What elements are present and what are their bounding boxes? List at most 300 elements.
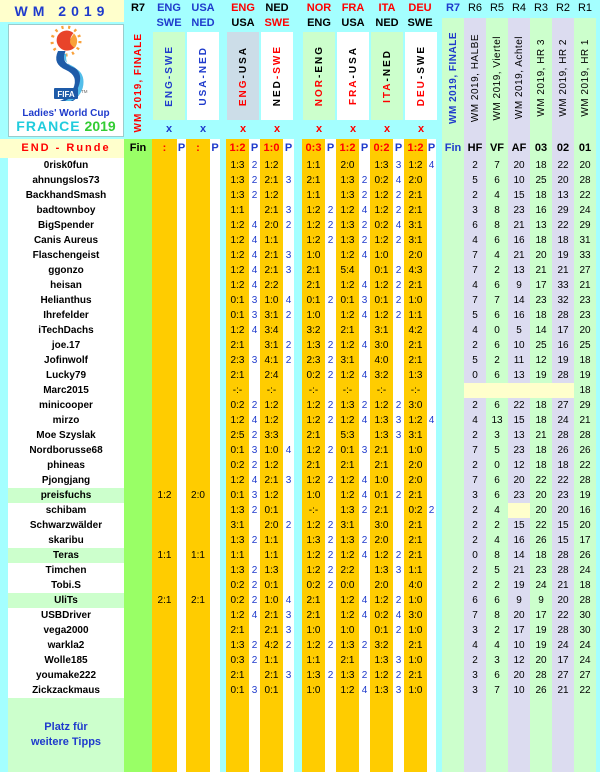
tip-cell: 1:3 xyxy=(230,640,245,651)
player-name: Zickzackmaus xyxy=(32,685,100,696)
tip-cell: 1:2 xyxy=(306,550,321,561)
player-row xyxy=(8,158,600,173)
tip-cell xyxy=(152,578,177,593)
round-points-cell: 20 xyxy=(513,610,525,621)
points-cell xyxy=(325,383,336,398)
team-label-top: NOR xyxy=(306,2,332,14)
points-cell xyxy=(393,383,404,398)
tip-cell: 1:1 xyxy=(157,550,172,561)
gap xyxy=(294,188,302,203)
round-points-cell xyxy=(442,458,464,473)
end-round-col-03: 03 xyxy=(534,142,548,154)
round-points-cell: 18 xyxy=(579,385,591,396)
tip-cell: 2:1 xyxy=(408,640,423,651)
tail xyxy=(596,308,600,323)
tip-cell: 1:3 xyxy=(374,160,389,171)
points-cell: 3 xyxy=(395,655,402,666)
round-points-cell: 0 xyxy=(472,550,478,561)
round-points-cell: 22 xyxy=(513,400,525,411)
round-points-cell: 25 xyxy=(535,175,547,186)
player-row xyxy=(8,518,600,533)
points-cell xyxy=(427,458,436,473)
round-points-cell: 0 xyxy=(494,325,500,336)
tip-cell: 1:2 xyxy=(340,475,355,486)
points-cell: 4 xyxy=(361,685,368,696)
round-points-cell: 30 xyxy=(579,610,591,621)
points-cell xyxy=(359,158,370,173)
round-points-cell: 28 xyxy=(579,595,591,606)
round-points-cell xyxy=(442,248,464,263)
team-label-bottom: ENG xyxy=(307,17,331,29)
tip-cell: 2:1 xyxy=(408,670,423,681)
fin-cell xyxy=(124,578,152,593)
points-cell: 2 xyxy=(251,430,258,441)
points-cell xyxy=(325,248,336,263)
points-cell xyxy=(283,533,294,548)
round-points-cell xyxy=(442,338,464,353)
end-result-1: : xyxy=(196,142,200,154)
gap xyxy=(294,368,302,383)
player-rows xyxy=(8,158,600,698)
points-cell: 2 xyxy=(327,445,334,456)
fin-cell xyxy=(124,218,152,233)
points-cell xyxy=(210,218,220,233)
points-cell: 2 xyxy=(361,535,368,546)
gap xyxy=(294,398,302,413)
tip-cell xyxy=(152,443,177,458)
round-points-cell: 15 xyxy=(513,415,525,426)
points-cell: 2 xyxy=(251,400,258,411)
tip-cell: 3:0 xyxy=(408,610,423,621)
tip-cell xyxy=(186,338,210,353)
round-points-cell: 20 xyxy=(513,475,525,486)
tip-cell: 1:2 xyxy=(340,280,355,291)
tip-cell: 1:2 xyxy=(230,415,245,426)
points-cell xyxy=(427,218,436,233)
player-name: Schwarzwälder xyxy=(29,520,103,531)
tip-cell: 0:1 xyxy=(230,685,245,696)
points-cell xyxy=(393,578,404,593)
player-row xyxy=(8,668,600,683)
points-cell: 2 xyxy=(395,265,402,276)
points-cell xyxy=(393,638,404,653)
tip-cell: 2:1 xyxy=(408,205,423,216)
tip-cell: 1:2 xyxy=(264,190,279,201)
points-cell: 3 xyxy=(395,685,402,696)
tip-cell: -:- xyxy=(308,505,319,516)
end-round-row xyxy=(8,139,600,158)
round-points-cell xyxy=(442,593,464,608)
tip-cell: 1:0 xyxy=(306,310,321,321)
points-cell xyxy=(427,578,436,593)
tip-cell: 1:2 xyxy=(374,595,389,606)
gap xyxy=(294,443,302,458)
round-points-cell xyxy=(442,473,464,488)
points-cell xyxy=(210,173,220,188)
player-row xyxy=(8,548,600,563)
tip-cell: 2:1 xyxy=(306,175,321,186)
player-row xyxy=(8,383,600,398)
player-row xyxy=(8,593,600,608)
points-cell xyxy=(427,623,436,638)
tip-cell xyxy=(186,503,210,518)
fin-cell xyxy=(124,563,152,578)
round-points-cell: 18 xyxy=(535,415,547,426)
end-points-flag: P xyxy=(211,142,219,154)
points-cell xyxy=(325,278,336,293)
points-cell xyxy=(393,323,404,338)
points-cell xyxy=(177,338,186,353)
tip-cell: 3:1 xyxy=(408,235,423,246)
tip-cell: 2:1 xyxy=(408,190,423,201)
round-points-cell: 21 xyxy=(579,280,591,291)
points-cell xyxy=(249,338,260,353)
points-cell xyxy=(210,683,220,698)
match-header-eng-swe xyxy=(152,0,186,135)
player-name: 0risk0fun xyxy=(43,160,89,171)
points-cell xyxy=(210,548,220,563)
points-cell: 4 xyxy=(361,205,368,216)
round-points-cell: 28 xyxy=(557,565,569,576)
vertical-dash: - xyxy=(237,73,249,79)
fin-cell xyxy=(124,278,152,293)
tip-cell: 5:4 xyxy=(340,265,355,276)
round-points-cell: 20 xyxy=(557,595,569,606)
end-points-flag: P xyxy=(427,142,436,154)
team-label-bottom: SWE xyxy=(407,17,433,29)
tip-cell: 2:2 xyxy=(264,280,279,291)
gap xyxy=(294,248,302,263)
points-cell: 2 xyxy=(428,505,435,516)
points-cell xyxy=(393,353,404,368)
tip-cell: 3:0 xyxy=(374,520,389,531)
match-vertical-box xyxy=(371,32,403,120)
points-cell xyxy=(427,368,436,383)
x-mark: x xyxy=(417,123,425,135)
vertical-team-bottom: SWE xyxy=(271,45,283,75)
match-vertical-box xyxy=(337,32,369,120)
round-points-cell: 6 xyxy=(494,400,500,411)
points-cell: 2 xyxy=(327,355,334,366)
points-cell: 2 xyxy=(361,505,368,516)
tip-cell xyxy=(152,473,177,488)
tip-cell xyxy=(152,413,177,428)
points-cell xyxy=(393,473,404,488)
round-points-cell: 6 xyxy=(494,280,500,291)
team-label-bottom: SWE xyxy=(264,17,290,29)
tip-cell: 2:1 xyxy=(374,460,389,471)
points-cell xyxy=(427,473,436,488)
tail xyxy=(596,398,600,413)
tip-cell: 1:2 xyxy=(374,280,389,291)
round-points-cell: 20 xyxy=(557,175,569,186)
tip-cell: 1:1 xyxy=(306,160,321,171)
points-cell xyxy=(210,608,220,623)
player-name: Teras xyxy=(8,548,124,563)
gap xyxy=(294,323,302,338)
match-vertical-box xyxy=(187,32,219,120)
gap xyxy=(294,308,302,323)
points-cell xyxy=(210,278,220,293)
points-cell: 4 xyxy=(395,220,402,231)
player-row xyxy=(8,533,600,548)
round-points-cell: 20 xyxy=(579,520,591,531)
tip-cell: 1:2 xyxy=(230,325,245,336)
points-cell: 3 xyxy=(251,490,258,501)
player-name: Ihrefelder xyxy=(43,310,89,321)
match-header-deu-swe xyxy=(404,0,436,135)
tip-cell: 4:2 xyxy=(408,325,423,336)
tip-cell xyxy=(186,173,210,188)
points-cell: 2 xyxy=(395,205,402,216)
round-points-cell xyxy=(442,548,464,563)
points-cell xyxy=(427,293,436,308)
round-points-cell: 28 xyxy=(579,175,591,186)
x-mark: x xyxy=(165,123,173,135)
tip-cell: 1:3 xyxy=(340,535,355,546)
tip-cell xyxy=(152,158,177,173)
match-vertical-label xyxy=(272,45,283,106)
player-name: Lucky79 xyxy=(45,370,87,381)
tip-cell: 2:0 xyxy=(340,160,355,171)
points-cell: 2 xyxy=(361,220,368,231)
tournament-logo xyxy=(8,24,124,137)
end-result-2: 1:2 xyxy=(229,142,246,154)
round-points-cell xyxy=(442,368,464,383)
points-cell xyxy=(210,323,220,338)
fin-cell xyxy=(124,593,152,608)
tip-cell: 1:2 xyxy=(340,205,355,216)
round-points-cell: 3 xyxy=(494,655,500,666)
points-cell xyxy=(393,338,404,353)
round-points-cell: 2 xyxy=(472,430,478,441)
tail xyxy=(596,218,600,233)
tail xyxy=(596,473,600,488)
points-cell: 4 xyxy=(361,340,368,351)
round-points-cell: 21 xyxy=(557,265,569,276)
round-points-cell: 19 xyxy=(535,625,547,636)
vertical-team-top: NED xyxy=(271,79,283,107)
round-points-cell xyxy=(442,638,464,653)
points-cell: 3 xyxy=(285,175,292,186)
points-cell: 2 xyxy=(251,565,258,576)
fin-cell xyxy=(124,398,152,413)
tip-cell: 1:2 xyxy=(340,415,355,426)
team-label-bottom: SWE xyxy=(156,17,182,29)
left-round-label: R7 xyxy=(130,2,146,14)
points-cell xyxy=(210,413,220,428)
round-vertical-label: WM 2019, HALBE xyxy=(469,33,481,123)
round-header-r2: R2 xyxy=(555,2,571,14)
points-cell xyxy=(427,443,436,458)
player-name: BackhandSmash xyxy=(25,190,107,201)
round-points-cell: 22 xyxy=(557,220,569,231)
round-points-cell: 24 xyxy=(579,565,591,576)
points-cell: 3 xyxy=(251,355,258,366)
round-points-cell: 18 xyxy=(557,460,569,471)
round-points-cell: 20 xyxy=(579,160,591,171)
points-cell: 2 xyxy=(395,595,402,606)
tip-cell: 2:1 xyxy=(306,265,321,276)
points-cell xyxy=(177,173,186,188)
tip-cell: 4:3 xyxy=(408,265,423,276)
player-name: minicooper xyxy=(39,400,93,411)
gap xyxy=(294,608,302,623)
tail xyxy=(596,323,600,338)
points-cell: 3 xyxy=(285,610,292,621)
player-name: Canis Aureus xyxy=(33,235,99,246)
round-header-r5: R5 xyxy=(489,2,505,14)
round-points-cell: 29 xyxy=(579,220,591,231)
tip-cell: 1:1 xyxy=(408,310,423,321)
match-header-ned-swe xyxy=(260,0,294,135)
round-points-cell: 25 xyxy=(535,340,547,351)
points-cell xyxy=(325,683,336,698)
points-cell xyxy=(427,278,436,293)
points-cell: 4 xyxy=(285,445,292,456)
tip-cell: 1:0 xyxy=(408,595,423,606)
tip-cell: 2:0 xyxy=(374,535,389,546)
points-cell: 3 xyxy=(251,685,258,696)
tip-cell xyxy=(186,638,210,653)
vertical-team-bottom: USA xyxy=(347,46,359,74)
player-name: youmake222 xyxy=(35,670,97,681)
round-points-cell: 13 xyxy=(513,265,525,276)
points-cell xyxy=(249,548,260,563)
fin-cell xyxy=(124,443,152,458)
round-points-cell: 20 xyxy=(535,490,547,501)
gap xyxy=(294,488,302,503)
round-points-cell: 26 xyxy=(579,445,591,456)
points-cell xyxy=(427,653,436,668)
points-cell xyxy=(325,158,336,173)
tip-cell: 1:0 xyxy=(306,490,321,501)
team-label-top: DEU xyxy=(408,2,432,14)
player-row xyxy=(8,428,600,443)
round-points-cell: 2 xyxy=(472,400,478,411)
player-row xyxy=(8,503,600,518)
tip-cell xyxy=(186,623,210,638)
points-cell: 4 xyxy=(251,220,258,231)
tip-cell: 0:1 xyxy=(340,295,355,306)
tip-cell: 2:1 xyxy=(191,595,205,606)
points-cell xyxy=(210,443,220,458)
round-points-cell: 21 xyxy=(535,265,547,276)
tip-cell: 1:2 xyxy=(230,235,245,246)
points-cell: 4 xyxy=(361,415,368,426)
points-cell xyxy=(210,233,220,248)
points-cell xyxy=(177,428,186,443)
points-cell xyxy=(249,368,260,383)
points-cell xyxy=(177,293,186,308)
round-points-cell: 14 xyxy=(513,295,525,306)
end-points-flag: P xyxy=(326,142,335,154)
tail xyxy=(596,563,600,578)
tip-cell xyxy=(152,503,177,518)
player-row xyxy=(8,413,600,428)
vertical-dash: - xyxy=(197,73,209,79)
tip-cell: 2:2 xyxy=(340,565,355,576)
round-points-cell: 14 xyxy=(535,325,547,336)
round-points-cell: 7 xyxy=(472,475,478,486)
round-points-cell: 26 xyxy=(557,445,569,456)
points-cell xyxy=(210,398,220,413)
tip-cell xyxy=(186,383,210,398)
round-points-cell: 16 xyxy=(535,205,547,216)
round-points-cell: 18 xyxy=(579,355,591,366)
player-row xyxy=(8,203,600,218)
points-cell xyxy=(249,203,260,218)
points-cell xyxy=(177,578,186,593)
fin-cell xyxy=(124,323,152,338)
round-points-cell: 6 xyxy=(494,340,500,351)
gap xyxy=(294,473,302,488)
player-row xyxy=(8,608,600,623)
round-points-cell xyxy=(442,608,464,623)
tail xyxy=(596,293,600,308)
points-cell xyxy=(177,653,186,668)
points-cell xyxy=(393,443,404,458)
round-points-cell: 19 xyxy=(535,370,547,381)
team-label-bottom: NED xyxy=(375,17,399,29)
tip-cell xyxy=(186,293,210,308)
points-cell xyxy=(393,458,404,473)
round-points-cell xyxy=(442,413,464,428)
round-points-cell: 5 xyxy=(472,310,478,321)
points-cell xyxy=(427,203,436,218)
more-tips-placeholder xyxy=(8,698,124,772)
end-round-col-hf: HF xyxy=(467,142,483,154)
round-points-cell: 3 xyxy=(472,625,478,636)
fin-cell xyxy=(124,383,152,398)
gap xyxy=(294,218,302,233)
points-cell: 4 xyxy=(361,475,368,486)
round-points-cell: 24 xyxy=(579,205,591,216)
points-cell: 2 xyxy=(395,280,402,291)
team-label-top: ENG xyxy=(157,2,181,14)
points-cell: 2 xyxy=(395,550,402,561)
team-label-top: ITA xyxy=(378,2,396,14)
tip-cell: 1:3 xyxy=(306,535,321,546)
points-cell xyxy=(283,653,294,668)
points-cell: 2 xyxy=(361,175,368,186)
round-points-cell: 6 xyxy=(472,595,478,606)
tip-cell: 3:2 xyxy=(374,370,389,381)
tip-cell: 1:3 xyxy=(374,565,389,576)
tip-cell: 0:2 xyxy=(306,370,321,381)
tip-cell: 1:0 xyxy=(264,595,279,606)
tip-cell: 1:1 xyxy=(306,190,321,201)
gap xyxy=(294,203,302,218)
tip-cell: 1:0 xyxy=(374,250,389,261)
tip-cell: 2:1 xyxy=(408,280,423,291)
round-points-cell: 23 xyxy=(513,445,525,456)
points-cell xyxy=(283,578,294,593)
tail xyxy=(596,638,600,653)
points-cell xyxy=(210,563,220,578)
vertical-dash: - xyxy=(163,73,175,80)
tip-cell: -:- xyxy=(376,385,387,396)
points-cell: 2 xyxy=(327,220,334,231)
points-cell xyxy=(283,548,294,563)
tip-cell: 1:2 xyxy=(264,400,279,411)
tip-cell: 2:0 xyxy=(408,460,423,471)
round-points-cell: 26 xyxy=(535,685,547,696)
round-points-cell: 27 xyxy=(557,400,569,411)
tip-cell xyxy=(152,368,177,383)
round-points-cell: 2 xyxy=(472,160,478,171)
round-points-cell: 2 xyxy=(472,520,478,531)
